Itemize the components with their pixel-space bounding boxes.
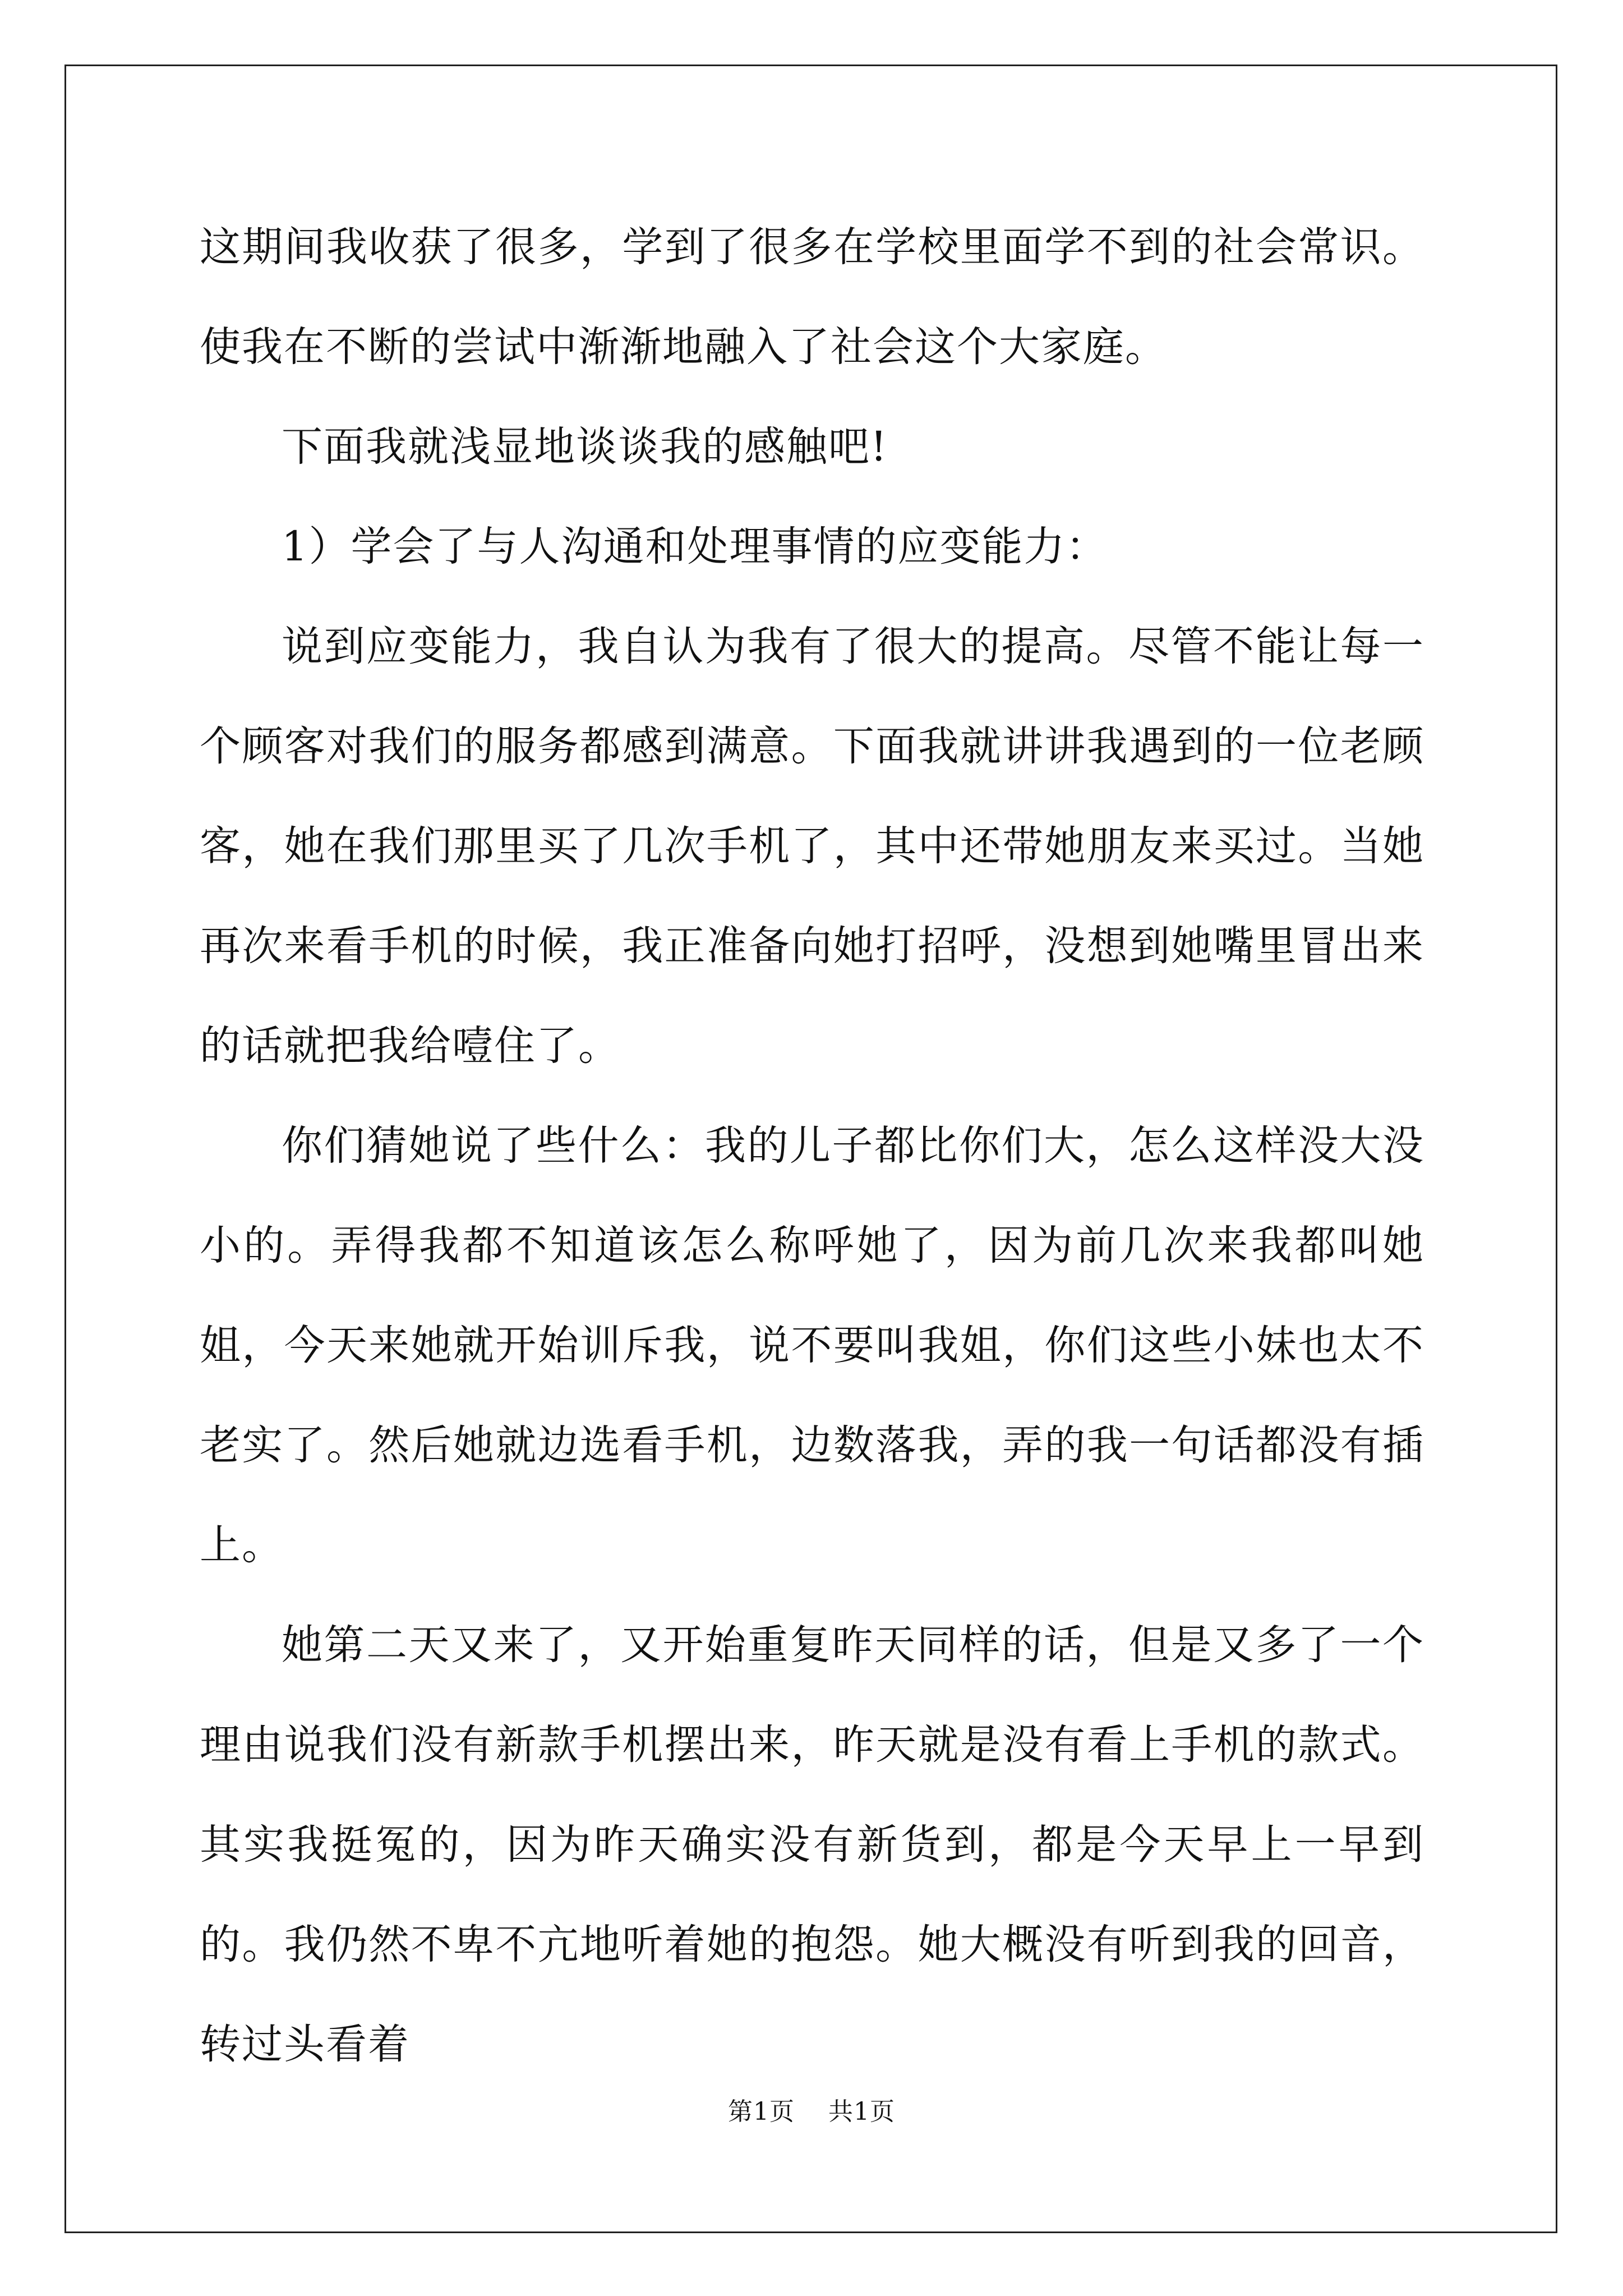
page-number: 第1页 [728, 2097, 795, 2126]
paragraph-5: 你们猜她说了些什么：我的儿子都比你们大，怎么这样没大没小的。弄得我都不知道该怎么称呼她了，因为前几次来我都叫她姐，今天来她就开始训斥我，说不要叫我姐，你们这些小妹也太不老实了。然后她就边选看手机，边数落我，弄的我一句话都没有插上。 [200, 1122, 1424, 1569]
document-body [200, 197, 1424, 2095]
page-total: 共1页 [828, 2097, 895, 2126]
paragraph-6: 她第二天又来了，又开始重复昨天同样的话，但是又多了一个理由说我们没有新款手机摆出来，昨天就是没有看上手机的款式。其实我挺冤的，因为昨天确实没有新货到，都是今天早上一早到的。我仍然不卑不亢地听着她的抱怨。她大概没有听到我的回音，转过头看着 [200, 1621, 1424, 2068]
paragraph-3-heading: 1）学会了与人沟通和处理事情的应变能力： [282, 523, 1108, 570]
paragraph-4: 说到应变能力，我自认为我有了很大的提高。尽管不能让每一个顾客对我们的服务都感到满意。下面我就讲讲我遇到的一位老顾客，她在我们那里买了几次手机了，其中还带她朋友来买过。当她再次来看手机的时候，我正准备向她打招呼，没想到她嘴里冒出来的话就把我给噎住了。 [200, 623, 1424, 1070]
paragraph-2: 下面我就浅显地谈谈我的感触吧! [282, 423, 888, 471]
paragraph-1: 这期间我收获了很多，学到了很多在学校里面学不到的社会常识。使我在不断的尝试中渐渐地融入了社会这个大家庭。 [200, 223, 1424, 371]
page-footer [0, 2091, 1623, 2127]
